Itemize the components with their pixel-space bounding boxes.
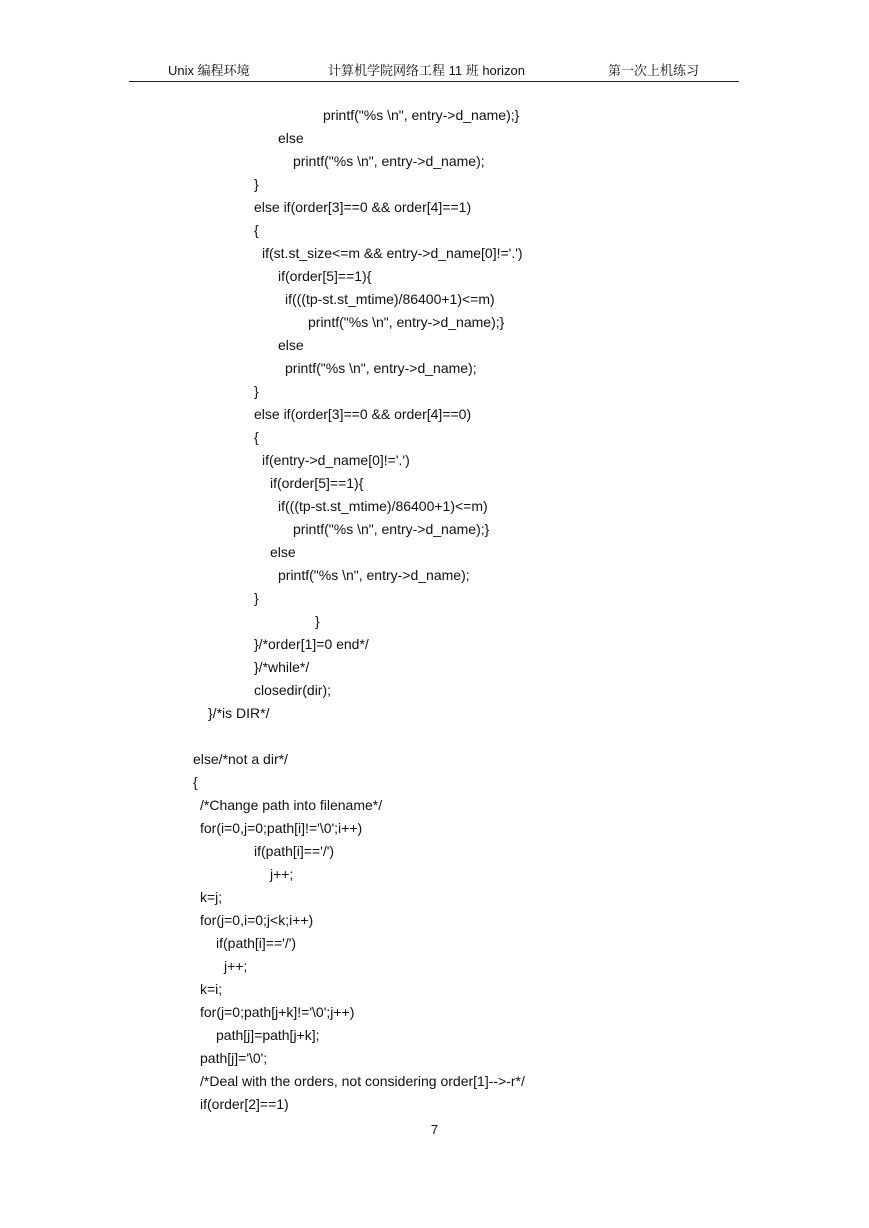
code-line: if(path[i]=='/') bbox=[216, 935, 297, 951]
code-line: path[j]='\0'; bbox=[200, 1050, 268, 1066]
code-line: printf("%s \n", entry->d_name);} bbox=[323, 107, 520, 123]
header-divider bbox=[129, 81, 739, 82]
code-line: if(order[5]==1){ bbox=[278, 268, 372, 284]
code-line: }/*while*/ bbox=[254, 659, 310, 675]
code-line: printf("%s \n", entry->d_name);} bbox=[293, 521, 490, 537]
code-line: else if(order[3]==0 && order[4]==1) bbox=[254, 199, 472, 215]
code-line: k=j; bbox=[200, 889, 223, 905]
code-line: } bbox=[254, 383, 259, 399]
code-line: else/*not a dir*/ bbox=[193, 751, 288, 767]
code-line: printf("%s \n", entry->d_name); bbox=[285, 360, 477, 376]
code-line: if(order[2]==1) bbox=[200, 1096, 289, 1112]
code-line: else bbox=[278, 337, 304, 353]
code-line: for(j=0;path[j+k]!='\0';j++) bbox=[200, 1004, 355, 1020]
code-line: if(st.st_size<=m && entry->d_name[0]!='.') bbox=[262, 245, 523, 261]
code-line: /*Deal with the orders, not considering order[1]-->-r*/ bbox=[200, 1073, 525, 1089]
code-line: { bbox=[254, 222, 259, 238]
code-line: }/*is DIR*/ bbox=[208, 705, 270, 721]
header-center-class: 计算机学院网络工程 11 班 horizon bbox=[328, 63, 525, 78]
code-line: j++; bbox=[224, 958, 248, 974]
code-line: } bbox=[315, 613, 320, 629]
header-left-course: Unix 编程环境 bbox=[168, 63, 250, 78]
code-line: else if(order[3]==0 && order[4]==0) bbox=[254, 406, 472, 422]
code-line: else bbox=[270, 544, 296, 560]
code-line: if(path[i]=='/') bbox=[254, 843, 335, 859]
page-number: 7 bbox=[430, 1122, 439, 1137]
code-line: for(i=0,j=0;path[i]!='\0';i++) bbox=[200, 820, 363, 836]
code-line: if(order[5]==1){ bbox=[270, 475, 364, 491]
code-line: } bbox=[254, 176, 259, 192]
code-line: }/*order[1]=0 end*/ bbox=[254, 636, 369, 652]
code-line: path[j]=path[j+k]; bbox=[216, 1027, 320, 1043]
code-line: else bbox=[278, 130, 304, 146]
code-line: { bbox=[254, 429, 259, 445]
code-line: printf("%s \n", entry->d_name); bbox=[293, 153, 485, 169]
code-line: if(entry->d_name[0]!='.') bbox=[262, 452, 410, 468]
code-line: if(((tp-st.st_mtime)/86400+1)<=m) bbox=[278, 498, 488, 514]
code-line: j++; bbox=[270, 866, 294, 882]
code-line: } bbox=[254, 590, 259, 606]
code-line: /*Change path into filename*/ bbox=[200, 797, 383, 813]
code-line: k=i; bbox=[200, 981, 223, 997]
code-line: if(((tp-st.st_mtime)/86400+1)<=m) bbox=[285, 291, 495, 307]
code-line: printf("%s \n", entry->d_name); bbox=[278, 567, 470, 583]
code-line: closedir(dir); bbox=[254, 682, 332, 698]
header-right-exercise: 第一次上机练习 bbox=[608, 63, 700, 78]
code-line: printf("%s \n", entry->d_name);} bbox=[308, 314, 505, 330]
code-line: for(j=0,i=0;j<k;i++) bbox=[200, 912, 314, 928]
code-line: { bbox=[193, 774, 198, 790]
